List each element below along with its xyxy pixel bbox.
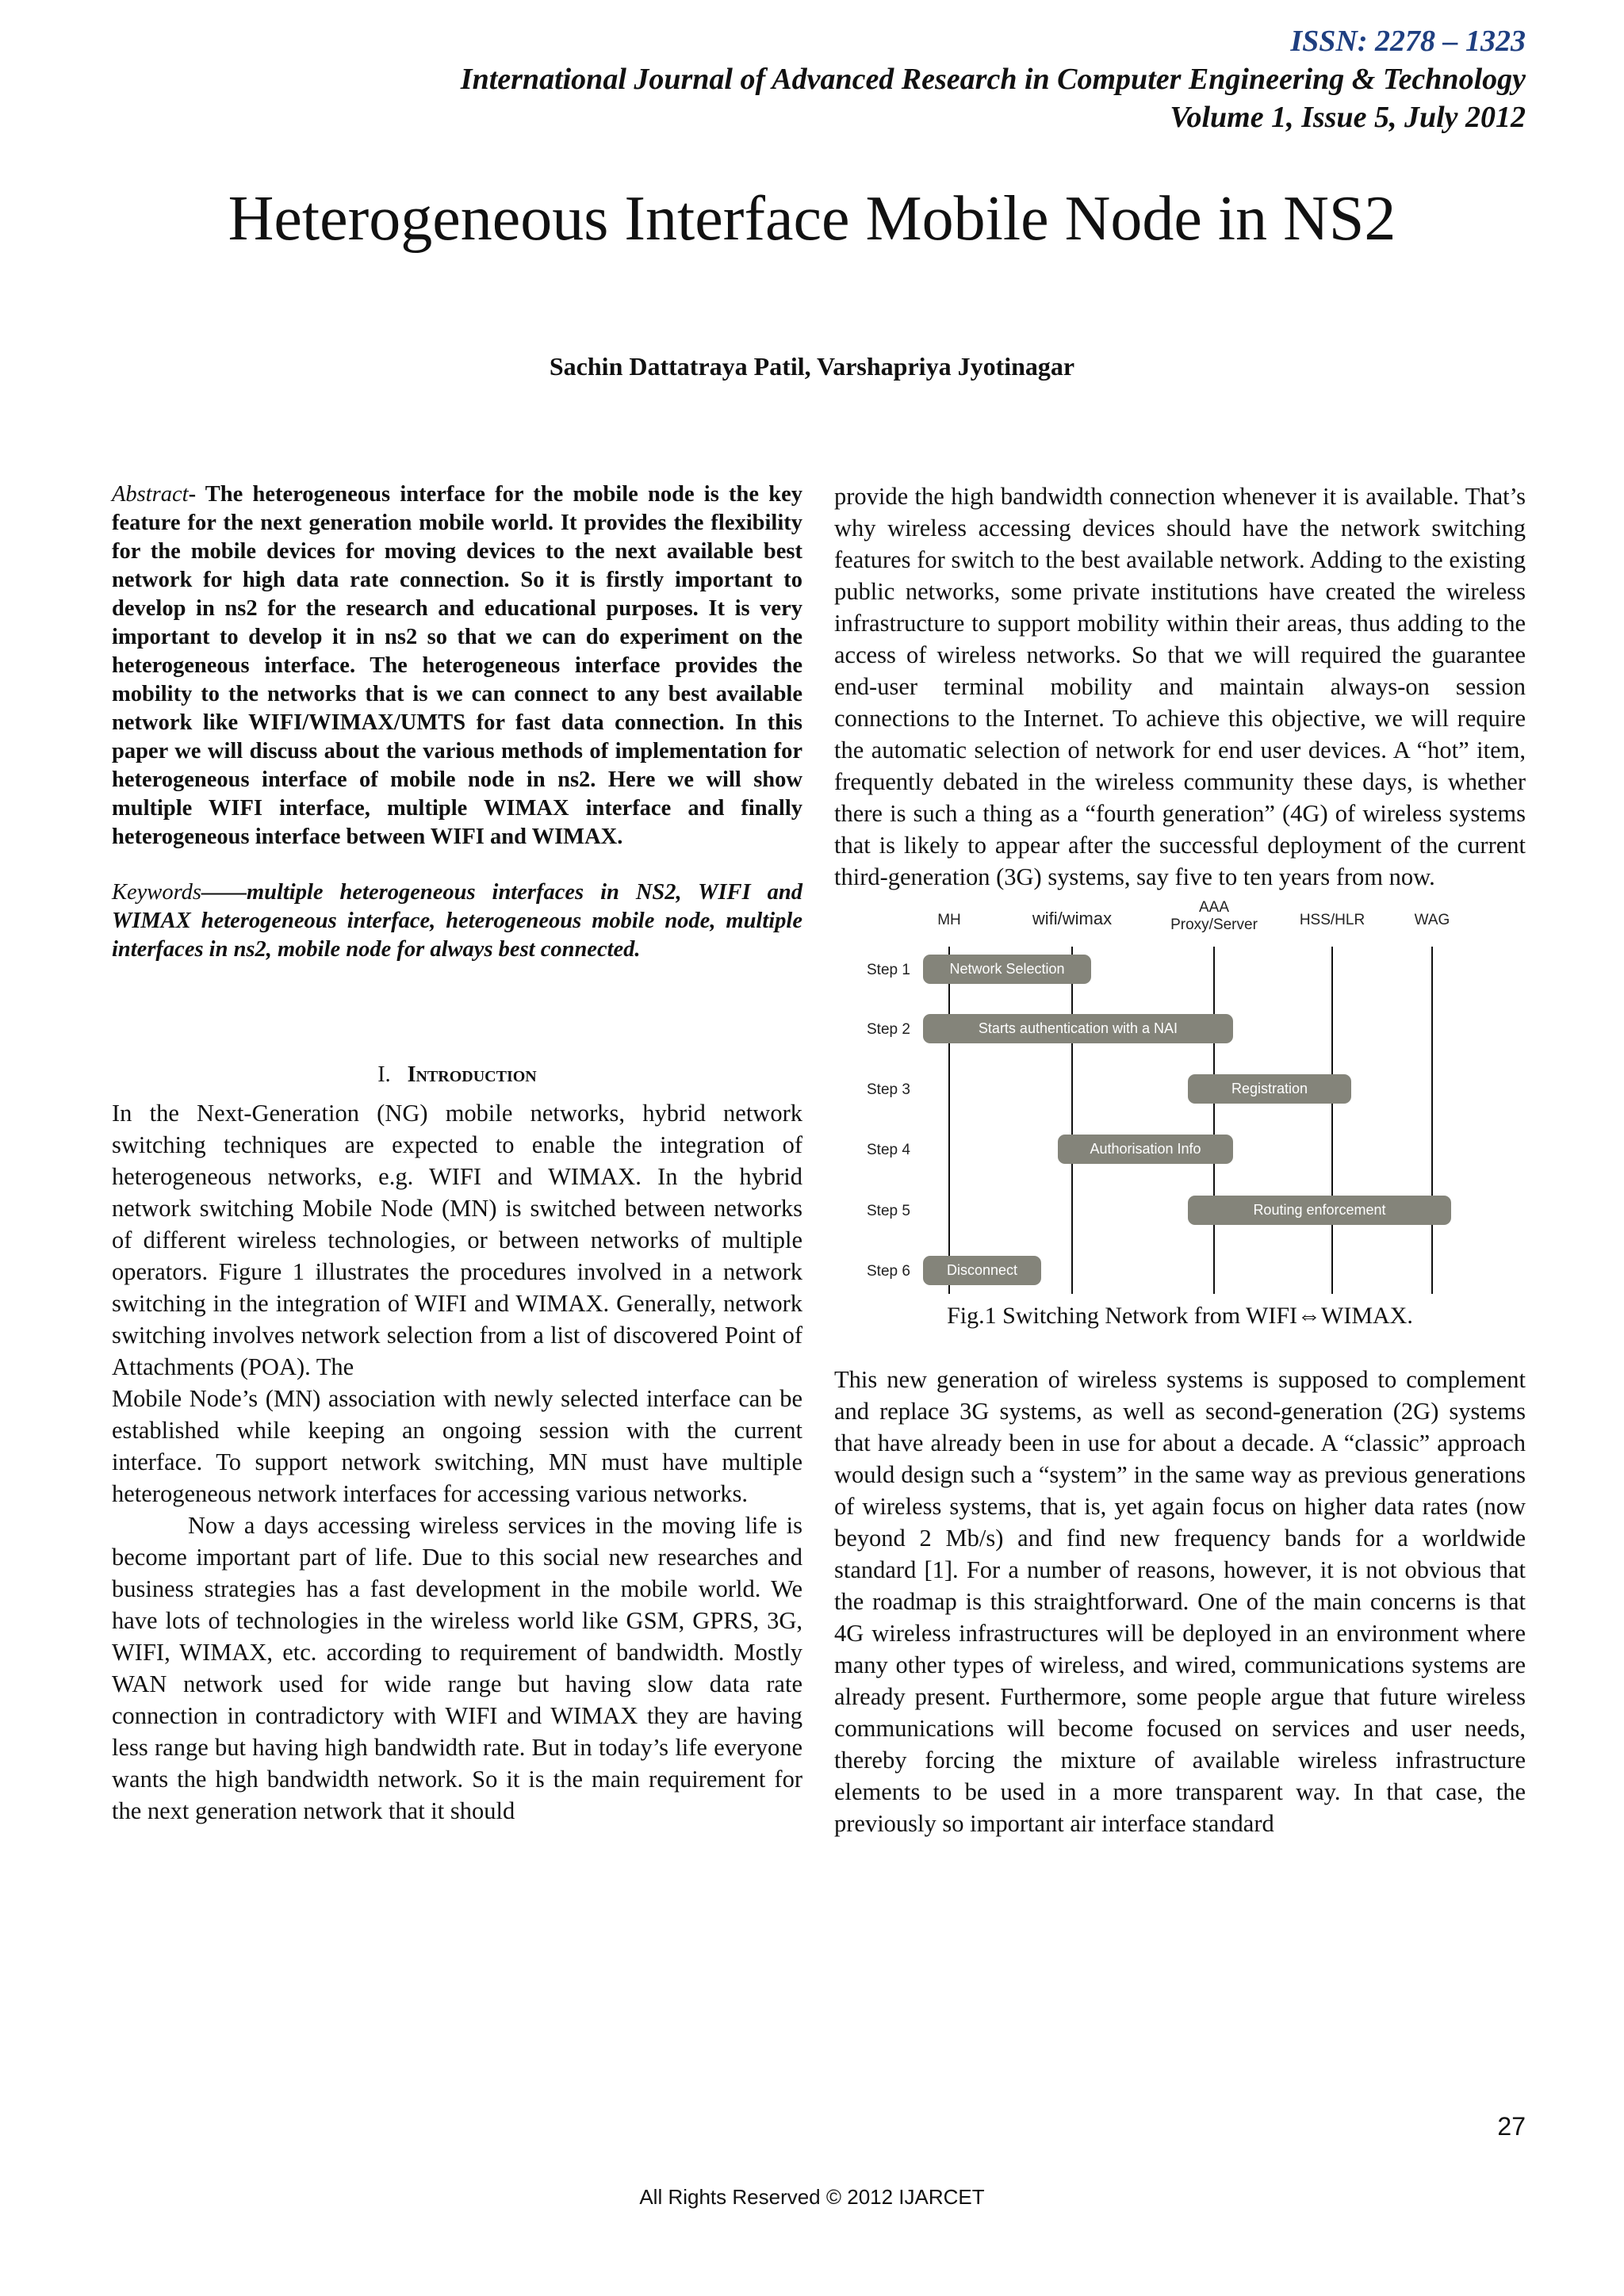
issn: ISSN: 2278 – 1323 xyxy=(1290,25,1526,58)
step-box-label: Registration xyxy=(1231,1081,1308,1096)
step-label: Step 1 xyxy=(867,962,910,978)
abstract-text: - The heterogeneous interface for the mobile node is the key feature for the next generation mobile world. It provides the flexibility for the mobile devices for moving devices to the next available best network for high data rate connection. So it is firstly important to develop in ns2 for the research and educational purposes. It is very important to develop it in ns2 so that we can do experiment on the heterogeneous interface. The heterogeneous interface provides the mobility to the networks that is we can connect to any best available network like WIFI/WIMAX/UMTS for fast data connection. In this paper we will discuss about the various methods of implementation for heterogeneous interface of mobile node in ns2. Here we will show multiple WIFI interface, multiple WIMAX interface and finally heterogeneous interface between WIFI and WIMAX. xyxy=(112,482,802,849)
left-column xyxy=(112,480,802,1827)
figure-caption: Fig.1 Switching Network from WIFI⇔WIMAX. xyxy=(947,1303,1413,1329)
step-label: Step 2 xyxy=(867,1021,910,1038)
step-box-label: Starts authentication with a NAI xyxy=(978,1020,1178,1036)
entity-label: HSS/HLR xyxy=(1299,912,1365,928)
intro-paragraph: Now a days accessing wireless services in the moving life is become important part of life. Due to this social new researches and business strategies has a fast development in the mobile world. We have lots of technologies in the wireless world like GSM, GPRS, 3G, WIFI, WIMAX, etc. according to requirement of bandwidth. Mostly WAN network used for wide range but having slow data rate connection in contradictory with WIFI and WIMAX they are having less range but having high bandwidth rate. But in today’s life everyone wants the high bandwidth network. So it is the main requirement for the next generation network that it should xyxy=(112,1512,802,1824)
keywords-label: Keywords xyxy=(112,880,201,905)
step-label: Step 3 xyxy=(867,1081,910,1098)
section-heading xyxy=(112,1059,802,1091)
abstract-label: Abstract xyxy=(112,482,189,507)
step-label: Step 5 xyxy=(867,1203,910,1219)
entity-label: wifi/wimax xyxy=(1032,909,1113,928)
keywords-text: ——multiple heterogeneous interfaces in NS2, WIFI and WIMAX heterogeneous interface, heterogeneous mobile node, multiple interfaces in ns2, mobile node for always best connected. xyxy=(112,880,802,962)
journal-name: International Journal of Advanced Research in Computer Engineering & Technology xyxy=(460,63,1526,96)
body-paragraph: provide the high bandwidth connection whenever it is available. That’s why wireless accessing devices should have the network switching features for switch to the best available network. Adding to the existing public networks, some private institutions have created the wireless infrastructure to support mobility within their areas, thus adding to the access of wireless networks. So that we will required the guarantee end-user terminal mobility and maintain always-on session connections to the Internet. To achieve this objective, we will require the automatic selection of network for end user devices. A “hot” item, frequently debated in the wireless community these days, is whether there is such a thing as a “fourth generation” (4G) of wireless systems that is likely to appear after the successful deployment of the current third-generation (3G) systems, say five to ten years from now. xyxy=(834,483,1526,890)
step-label: Step 4 xyxy=(867,1142,910,1158)
step-box-label: Network Selection xyxy=(949,961,1065,977)
intro-paragraph: Mobile Node’s (MN) association with newly selected interface can be established while keeping an ongoing session with the current interface. To support network switching, MN must have multiple heterogeneous network interfaces for accessing various networks. xyxy=(112,1385,802,1507)
section-number: I. xyxy=(377,1062,391,1087)
intro-paragraph: In the Next-Generation (NG) mobile networks, hybrid network switching techniques are expected to enable the integration of heterogeneous networks, e.g. WIFI and WIMAX. In the hybrid network switching Mobile Node (MN) is switched between networks of different wireless technologies, or between networks of multiple operators. Figure 1 illustrates the procedures involved in a network switching in the integration of WIFI and WIMAX. Generally, network switching involves network selection from a list of discovered Point of Attachments (POA). The xyxy=(112,1100,802,1380)
keywords xyxy=(112,878,802,964)
section-title: Introduction xyxy=(407,1062,537,1087)
step-box-label: Routing enforcement xyxy=(1253,1202,1386,1218)
figure-switching-network xyxy=(834,897,1526,1294)
step-box-label: Disconnect xyxy=(946,1262,1018,1278)
body-paragraph: This new generation of wireless systems is supposed to complement and replace 3G systems, as well as second-generation (2G) systems that have already been in use for about a decade. A “classic” approach would design such a “system” in the same way as previous generations of wireless systems, that is, yet again focus on higher data rates (now beyond 2 Mb/s) and find new frequency bands for a worldwide standard [1]. For a number of reasons, however, it is not obvious that the roadmap is this straightforward. One of the main concerns is that 4G wireless infrastructures will be deployed in an environment where many other types of wireless, and wired, communications systems are already present. Furthermore, some people argue that future wireless communications will become focused on services and user needs, thereby forcing the mixture of available wireless infrastructure elements to be used in a more transparent way. In that case, the previously so important air interface standard xyxy=(834,1366,1526,1837)
entity-label: MH xyxy=(937,912,961,928)
step-box-label: Authorisation Info xyxy=(1090,1141,1201,1157)
volume-issue: Volume 1, Issue 5, July 2012 xyxy=(1170,101,1526,134)
abstract xyxy=(112,480,802,851)
page-number: 27 xyxy=(1497,2112,1526,2141)
authors: Sachin Dattatraya Patil, Varshapriya Jyotinagar xyxy=(549,352,1075,381)
paper-title: Heterogeneous Interface Mobile Node in NS2 xyxy=(228,184,1396,254)
right-column xyxy=(834,480,1526,1839)
entity-label: Proxy/Server xyxy=(1170,916,1258,933)
entity-label: AAA xyxy=(1198,899,1230,916)
footer: All Rights Reserved © 2012 IJARCET xyxy=(639,2185,985,2209)
step-label: Step 6 xyxy=(867,1263,910,1280)
entity-label: WAG xyxy=(1414,912,1450,928)
